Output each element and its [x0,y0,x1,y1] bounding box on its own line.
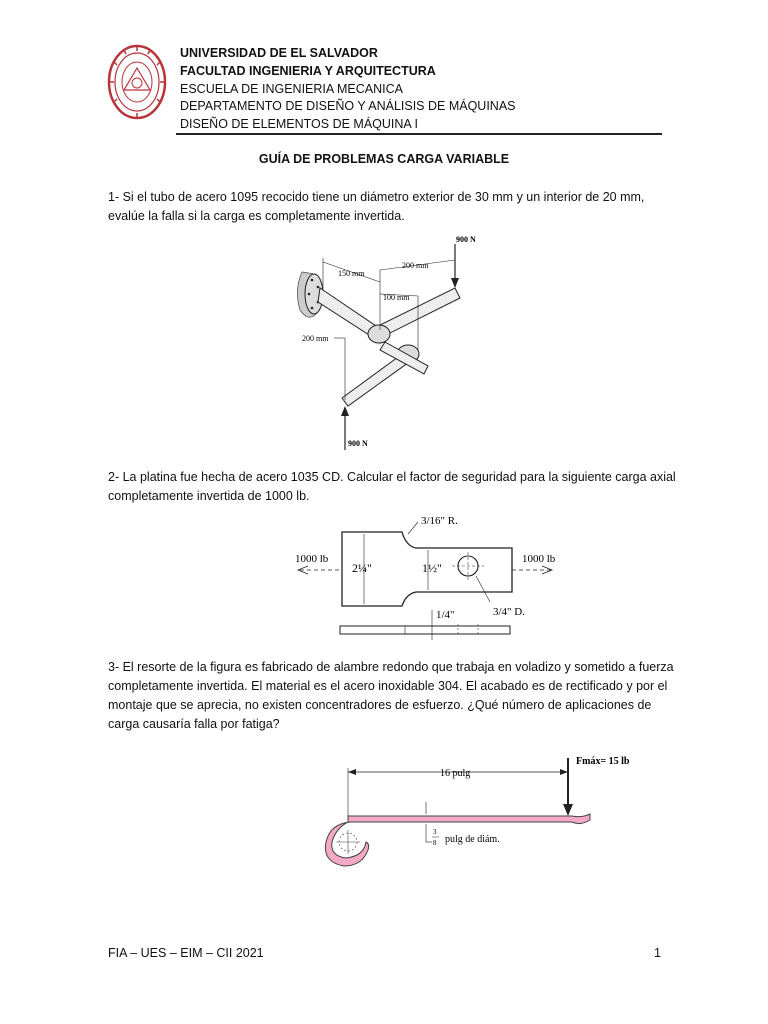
department-name: DEPARTAMENTO DE DISEÑO Y ANÁLISIS DE MÁQUINAS [180,99,516,113]
problem-1-figure [290,230,490,460]
dim-150-label: 150 mm [338,269,365,278]
diameter-label: pulg de diám. [445,834,500,845]
problem-2-text: 2- La platina fue hecha de acero 1035 CD. Calcular el factor de seguridad para la siguiente carga axial completamente invertida de 1000 lb. [108,470,676,503]
problem-3-text: 3- El resorte de la figura es fabricado de alambre redondo que trabaja en voladizo y sometido a fuerza completamente invertida. El material es el acero inoxidable 304. El acabado es de rectificado y por el montaje que se aprecia, no existen concentradores de esfuerzo. ¿Qué número de aplicaciones de carga causaría falla por fatiga? [108,660,674,731]
university-name: UNIVERSIDAD DE EL SALVADOR [180,46,378,60]
frac-num: 3 [433,828,437,836]
radius-label: 3/16" R. [421,515,458,527]
load-left-label: 1000 lb [295,553,329,565]
length-label: 16 pulg [440,768,471,779]
hole-label: 3/4" D. [493,606,525,618]
faculty-name: FACULTAD INGENIERIA Y ARQUITECTURA [180,64,436,78]
width-big-label: 2¼" [352,561,372,575]
footer-text: FIA – UES – EIM – CII 2021 [108,946,264,960]
page-number: 1 [654,946,661,960]
width-small-label: 1½" [422,561,442,575]
header-divider [176,133,662,135]
force-top-label: 900 N [456,235,476,244]
course-name: DISEÑO DE ELEMENTOS DE MÁQUINA I [180,117,419,131]
school-name: ESCUELA DE INGENIERIA MECANICA [180,82,403,96]
force-bottom-label: 900 N [348,439,368,448]
problem-2-figure [290,512,560,642]
page-title: GUÍA DE PROBLEMAS CARGA VARIABLE [258,152,510,166]
university-seal-logo [106,42,168,126]
load-right-label: 1000 lb [522,553,556,565]
thickness-label: 1/4" [436,609,455,621]
problem-3-figure [300,750,640,880]
dim-200-top-label: 200 mm [402,261,429,270]
dim-100-label: 100 mm [383,293,410,302]
dim-200-left-label: 200 mm [302,334,329,343]
frac-den: 8 [433,839,437,847]
force-label: Fmáx= 15 lb [576,756,630,767]
problem-1-text: 1- Si el tubo de acero 1095 recocido tiene un diámetro exterior de 30 mm y un interior de 20 mm, evalúe la falla si la carga es completamente invertida. [108,190,645,223]
